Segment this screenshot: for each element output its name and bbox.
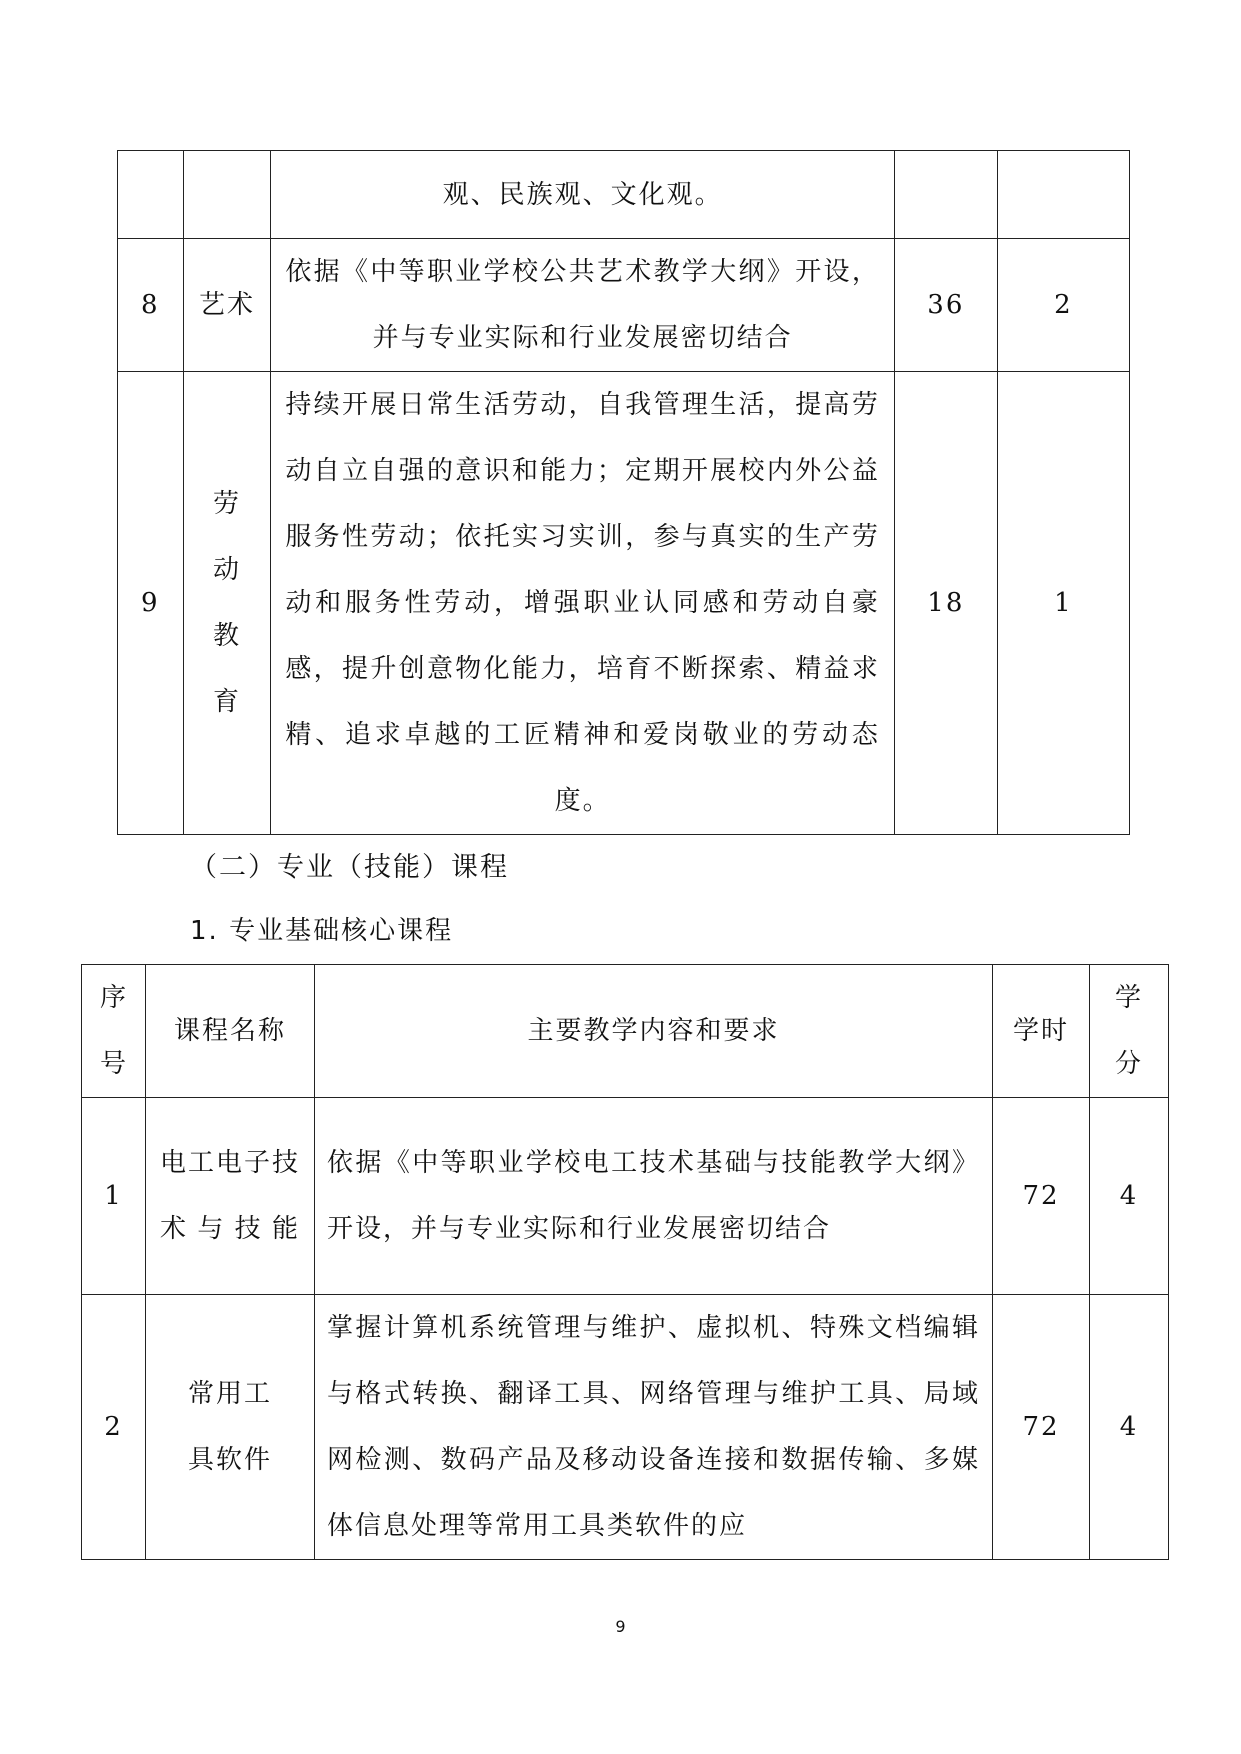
- course-content: 观、民族观、文化观。: [271, 151, 895, 239]
- course-hours: 72: [993, 1098, 1090, 1295]
- row-number: 2: [82, 1295, 146, 1560]
- section-heading: （二）专业（技能）课程: [190, 852, 509, 883]
- header-hours: 学时: [993, 965, 1090, 1098]
- table-header-row: [82, 965, 1169, 1098]
- course-name: [183, 151, 271, 239]
- row-number: [118, 151, 184, 239]
- core-course-table: [81, 964, 1169, 1560]
- header-number: 序号: [82, 965, 146, 1098]
- table-row: [118, 372, 1130, 835]
- table-row: [82, 1295, 1169, 1560]
- course-name: 艺术: [183, 239, 271, 372]
- row-number: 8: [118, 239, 184, 372]
- course-content: 掌握计算机系统管理与维护、虚拟机、特殊文档编辑与格式转换、翻译工具、网络管理与维护工具、局域网检测、数码产品及移动设备连接和数据传输、多媒体信息处理等常用工具类软件的应: [315, 1295, 993, 1560]
- course-hours: [894, 151, 997, 239]
- course-content: 依据《中等职业学校电工技术基础与技能教学大纲》开设，并与专业实际和行业发展密切结合: [315, 1098, 993, 1295]
- course-credits: 4: [1090, 1295, 1169, 1560]
- continued-course-table: [117, 150, 1130, 835]
- course-content: 持续开展日常生活劳动，自我管理生活，提高劳动自立自强的意识和能力；定期开展校内外公益服务性劳动；依托实习实训，参与真实的生产劳动和服务性劳动，增强职业认同感和劳动自豪感，提升创意物化能力，培育不断探索、精益求精、追求卓越的工匠精神和爱岗敬业的劳动态度。: [271, 372, 895, 835]
- header-credits: 学分: [1090, 965, 1169, 1098]
- table-row: [118, 151, 1130, 239]
- course-hours: 72: [993, 1295, 1090, 1560]
- table-row: [82, 1098, 1169, 1295]
- course-hours: 18: [894, 372, 997, 835]
- course-credits: 2: [997, 239, 1129, 372]
- header-course-name: 课程名称: [146, 965, 315, 1098]
- course-credits: 4: [1090, 1098, 1169, 1295]
- course-name: 常用工具软件: [146, 1295, 315, 1560]
- course-content: 依据《中等职业学校公共艺术教学大纲》开设，并与专业实际和行业发展密切结合: [271, 239, 895, 372]
- row-number: 1: [82, 1098, 146, 1295]
- course-credits: 1: [997, 372, 1129, 835]
- subsection-heading: 1. 专业基础核心课程: [190, 916, 454, 946]
- course-hours: 36: [894, 239, 997, 372]
- table-row: [118, 239, 1130, 372]
- page-number: 9: [615, 1617, 626, 1636]
- header-content: 主要教学内容和要求: [315, 965, 993, 1098]
- course-name: 劳动教育: [183, 372, 271, 835]
- course-name: 电工电子技术与技能: [146, 1098, 315, 1295]
- course-credits: [997, 151, 1129, 239]
- row-number: 9: [118, 372, 184, 835]
